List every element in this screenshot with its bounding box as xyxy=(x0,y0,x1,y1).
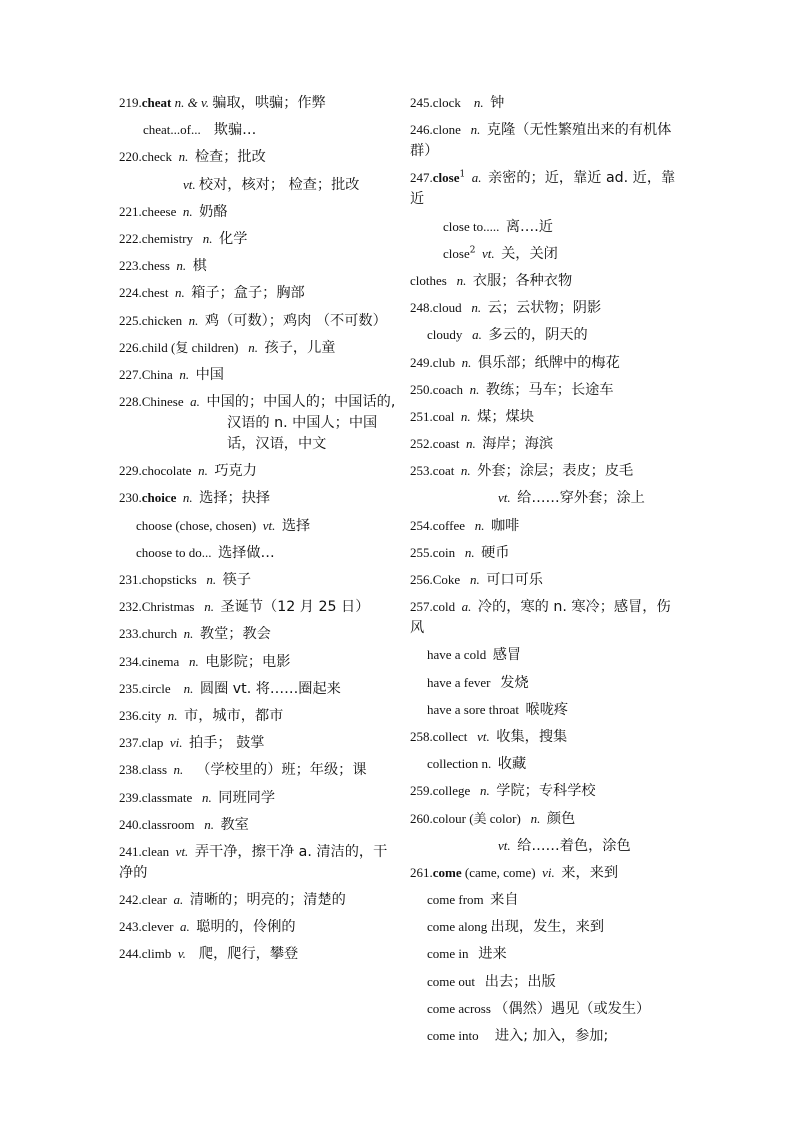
entry-part-of-speech: vi. xyxy=(163,735,190,751)
entry-definition: 多云的，阴天的 xyxy=(488,327,588,344)
vocab-entry xyxy=(119,461,397,482)
entry-definition: 选择 xyxy=(281,517,311,534)
entry-headword: 237.clap xyxy=(119,735,164,751)
entry-definition: 市，城市，都市 xyxy=(184,707,284,724)
entry-headword: come along xyxy=(427,919,488,935)
entry-headword-bold: come xyxy=(432,864,462,880)
entry-part-of-speech: n. xyxy=(461,300,488,316)
entry-headword: 251.coal xyxy=(410,408,455,424)
entry-definition: 聪明的，伶俐的 xyxy=(196,919,296,936)
vocab-entry xyxy=(410,863,682,884)
entry-sense-number: 2 xyxy=(469,245,476,256)
entry-definition: 教室 xyxy=(220,816,249,833)
entry-headword: 254.coffee xyxy=(410,517,465,533)
entry-definition: 鸡（可数）；鸡肉 （不可数） xyxy=(204,312,387,329)
vocab-entry xyxy=(410,700,682,721)
entry-headword: 235.circle xyxy=(119,680,171,696)
entry-headword: 253.coat xyxy=(410,463,455,479)
entry-definition: 给……穿外套；涂上 xyxy=(517,490,645,507)
entry-part-of-speech: n. xyxy=(168,285,192,301)
entry-headword-bold: choice xyxy=(141,490,177,506)
entry-definition: 出现，发生，来到 xyxy=(490,919,605,936)
vocab-entry xyxy=(119,392,397,455)
entry-definition: 孩子，儿童 xyxy=(264,339,336,356)
vocab-entry xyxy=(119,338,397,359)
right-column xyxy=(410,93,682,1053)
entry-headword: 244.climb xyxy=(119,946,172,962)
entry-part-of-speech: n. xyxy=(464,517,491,533)
entry-headword: 256.Coke xyxy=(410,572,461,587)
entry-part-of-speech: n. xyxy=(446,272,473,288)
vocab-entry xyxy=(410,809,682,830)
entry-part-of-speech: n. xyxy=(191,463,215,479)
entry-part-of-speech xyxy=(479,1028,495,1043)
entry-definition: 喉咙疼 xyxy=(525,701,569,718)
entry-headword: collection n. xyxy=(427,756,492,772)
vocab-entry xyxy=(410,380,682,401)
vocab-entry xyxy=(410,353,682,374)
vocab-entry xyxy=(119,120,397,141)
entry-headword: 224.chest xyxy=(119,285,169,301)
vocab-entry xyxy=(410,836,682,857)
entry-headword: cheat...of... xyxy=(143,122,201,138)
entry-definition: 感冒 xyxy=(492,647,522,664)
entry-part-of-speech: n. xyxy=(194,599,221,615)
vocab-entry xyxy=(410,407,682,428)
entry-definition: 亲密的；近，靠近 ad. 近，靠近 xyxy=(410,170,676,208)
entry-forms: (came, come) xyxy=(461,864,536,880)
entry-definition: 筷子 xyxy=(222,572,252,588)
entry-headword: 249.club xyxy=(410,354,456,370)
entry-part-of-speech: n. xyxy=(196,572,223,587)
entry-part-of-speech: vt. xyxy=(498,490,518,506)
entry-headword: 221.cheese xyxy=(119,203,177,219)
entry-part-of-speech: n. xyxy=(167,762,197,778)
entry-part-of-speech: n. xyxy=(470,783,497,799)
entry-headword: 260.colour (美 color) xyxy=(410,810,521,826)
vocab-entry xyxy=(119,917,397,938)
vocab-entry xyxy=(410,168,682,210)
entry-headword: 245.clock xyxy=(410,95,461,110)
entry-definition: 钟 xyxy=(490,95,505,111)
entry-headword: 236.city xyxy=(119,707,162,723)
vocab-entry xyxy=(410,1026,682,1047)
entry-headword: choose to do... xyxy=(136,544,212,560)
entry-part-of-speech: a. xyxy=(167,892,190,908)
vocab-entry xyxy=(410,781,682,802)
entry-definition: 煤；煤块 xyxy=(477,408,534,425)
vocab-entry xyxy=(119,788,397,809)
entry-part-of-speech: n. xyxy=(463,381,486,397)
entry-definition: 欺骗… xyxy=(213,122,257,139)
entry-headword: 258.collect xyxy=(410,728,468,744)
entry-part-of-speech: n. xyxy=(238,339,265,355)
entry-part-of-speech: n. xyxy=(460,122,487,138)
entry-definition: 选择做… xyxy=(217,544,275,561)
entry-definition: 电影院；电影 xyxy=(205,653,291,670)
entry-definition: 硬币 xyxy=(481,544,510,561)
entry-part-of-speech xyxy=(475,974,485,989)
entry-definition: 弄干净，擦干净 a. 清洁的，干净的 xyxy=(119,843,388,881)
entry-headword: come into xyxy=(427,1028,479,1043)
entry-definition: 海岸；海滨 xyxy=(482,436,554,453)
vocab-entry xyxy=(410,570,682,591)
entry-part-of-speech: vt. xyxy=(475,245,502,261)
vocab-entry xyxy=(410,890,682,911)
entry-headword: close to..... xyxy=(443,218,500,234)
vocab-entry xyxy=(119,283,397,304)
entry-definition: 中国的；中国人的；中国话的,汉语的 n. 中国人；中国话，汉语，中文 xyxy=(206,394,396,453)
entry-headword: 219. xyxy=(119,95,142,110)
entry-headword: 255.coin xyxy=(410,544,456,560)
vocab-entry xyxy=(410,244,682,265)
entry-headword: 239.classmate xyxy=(119,789,193,805)
entry-headword: 225.chicken xyxy=(119,312,183,328)
vocab-entry xyxy=(410,93,682,114)
entry-part-of-speech: n. xyxy=(455,544,482,560)
vocab-entry xyxy=(119,733,397,754)
entry-definition: 关，关闭 xyxy=(501,245,558,262)
vocab-entry xyxy=(410,543,682,564)
entry-headword: 257.cold xyxy=(410,599,456,615)
entry-definition: 收集，搜集 xyxy=(496,728,568,745)
entry-headword: clothes xyxy=(410,272,447,288)
vocab-entry xyxy=(119,890,397,911)
entry-part-of-speech: n. xyxy=(454,408,478,424)
vocab-entry xyxy=(410,999,682,1020)
vocab-entry xyxy=(410,972,682,993)
vocab-entry xyxy=(410,754,682,775)
entry-headword: 234.cinema xyxy=(119,653,180,669)
entry-headword: come in xyxy=(427,946,469,962)
entry-headword: 232.Christmas xyxy=(119,599,195,615)
vocab-entry xyxy=(119,202,397,223)
entry-headword: have a sore throat xyxy=(427,701,520,717)
vocab-entry xyxy=(119,624,397,645)
left-column xyxy=(119,93,397,972)
entry-definition: 咖啡 xyxy=(490,517,520,534)
entry-part-of-speech: n. xyxy=(460,95,491,110)
vocab-entry xyxy=(410,645,682,666)
vocab-entry xyxy=(119,652,397,673)
entry-headword: 223.chess xyxy=(119,258,170,274)
entry-definition: 俱乐部；纸牌中的梅花 xyxy=(477,354,620,371)
entry-definition: 外套；涂层；表皮；皮毛 xyxy=(477,463,634,480)
vocab-entry xyxy=(119,597,397,618)
vocab-entry xyxy=(410,325,682,346)
entry-headword: 242.clear xyxy=(119,892,168,908)
vocab-entry xyxy=(119,706,397,727)
vocab-entry xyxy=(410,271,682,292)
entry-part-of-speech: n. xyxy=(170,680,200,696)
entry-part-of-speech: n. xyxy=(192,789,219,805)
vocab-entry xyxy=(410,673,682,694)
entry-headword: 238.class xyxy=(119,762,168,778)
entry-part-of-speech: n. xyxy=(179,653,206,669)
entry-part-of-speech: a. xyxy=(465,170,488,186)
vocab-entry xyxy=(410,434,682,455)
entry-headword: 230. xyxy=(119,490,142,506)
entry-headword: 222.chemistry xyxy=(119,230,194,246)
entry-definition: 教堂；教会 xyxy=(199,626,271,643)
entry-part-of-speech: a. xyxy=(462,327,489,343)
entry-headword: have a fever xyxy=(427,674,491,690)
entry-part-of-speech xyxy=(201,122,214,137)
entry-definition: 拍手； 鼓掌 xyxy=(189,735,265,752)
vocab-entry xyxy=(119,679,397,700)
entry-headword: cloudy xyxy=(427,327,463,343)
entry-definition: （偶然）遇见（或发生） xyxy=(494,1000,651,1017)
vocab-entry xyxy=(410,516,682,537)
entry-definition: 圣诞节（12 月 25 日） xyxy=(220,599,370,616)
entry-headword: have a cold xyxy=(427,647,487,663)
vocab-entry xyxy=(119,175,397,196)
entry-definition: 巧克力 xyxy=(214,463,257,480)
entry-definition: 清晰的；明亮的；清楚的 xyxy=(189,892,346,909)
entry-definition: 学院；专科学校 xyxy=(496,783,596,800)
vocab-entry xyxy=(119,147,397,168)
vocab-entry xyxy=(410,488,682,509)
vocab-entry xyxy=(410,461,682,482)
entry-definition: （学校里的）班；年级；课 xyxy=(196,762,367,779)
entry-definition: 收藏 xyxy=(497,756,527,773)
entry-part-of-speech: vt. xyxy=(256,517,282,533)
entry-headword: 261. xyxy=(410,864,433,880)
entry-definition: 云；云状物；阴影 xyxy=(487,300,602,317)
entry-definition: 冷的，寒的 n. 寒冷；感冒，伤风 xyxy=(410,599,671,637)
vocab-entry xyxy=(119,93,397,114)
vocab-entry xyxy=(119,842,397,884)
entry-definition: 来自 xyxy=(490,892,519,909)
vocab-entry xyxy=(410,944,682,965)
entry-definition: 中国 xyxy=(195,366,224,383)
entry-headword: come from xyxy=(427,892,484,908)
entry-headword: 226.child (复 children) xyxy=(119,339,239,355)
entry-headword: 241.clean xyxy=(119,843,170,859)
entry-headword: 229.chocolate xyxy=(119,463,192,479)
entry-part-of-speech: vi. xyxy=(535,864,562,880)
entry-headword-bold: cheat xyxy=(141,95,172,110)
entry-definition: 可口可乐 xyxy=(486,572,543,588)
entry-part-of-speech: n. xyxy=(172,149,195,165)
entry-headword: 246.clone xyxy=(410,122,461,138)
entry-headword: 259.college xyxy=(410,783,471,799)
entry-part-of-speech: n. xyxy=(182,312,205,328)
entry-headword: 231.chopsticks xyxy=(119,572,197,587)
vocab-entry xyxy=(119,256,397,277)
entry-part-of-speech: n. & v. xyxy=(171,95,213,110)
entry-part-of-speech: vt. xyxy=(169,843,195,859)
entry-part-of-speech: n. xyxy=(454,463,478,479)
entry-headword: 252.coast xyxy=(410,436,460,452)
entry-headword: close xyxy=(443,245,470,261)
vocab-entry xyxy=(119,760,397,781)
vocab-entry xyxy=(410,727,682,748)
entry-part-of-speech: n. xyxy=(172,366,196,382)
entry-part-of-speech: n. xyxy=(455,354,478,370)
entry-part-of-speech: v. xyxy=(171,946,199,962)
entry-part-of-speech xyxy=(491,675,501,690)
entry-definition: 棋 xyxy=(192,258,207,275)
entry-part-of-speech: n. xyxy=(161,707,184,723)
entry-headword: choose (chose, chosen) xyxy=(136,517,257,533)
entry-definition: 同班同学 xyxy=(218,789,276,806)
vocab-entry xyxy=(119,488,397,509)
entry-definition: 化学 xyxy=(219,230,248,247)
entry-part-of-speech: n. xyxy=(193,230,220,246)
vocab-entry xyxy=(410,298,682,319)
entry-definition: 进入; 加入，参加; xyxy=(494,1028,609,1044)
entry-sense-number: 1 xyxy=(459,169,466,180)
vocab-entry xyxy=(410,597,682,639)
entry-definition: 发烧 xyxy=(500,674,529,691)
entry-part-of-speech: n. xyxy=(194,816,221,832)
vocab-entry xyxy=(410,917,682,938)
entry-part-of-speech: a. xyxy=(173,919,197,935)
entry-part-of-speech: n. xyxy=(460,572,487,587)
entry-definition: 颜色 xyxy=(546,810,576,827)
entry-headword: 240.classroom xyxy=(119,816,195,832)
entry-headword: 243.clever xyxy=(119,919,174,935)
entry-definition: 骗取，哄骗；作弊 xyxy=(212,95,326,111)
entry-definition: 校对，核对； 检查；批改 xyxy=(198,176,360,193)
entry-definition: 选择；抉择 xyxy=(199,490,271,507)
entry-definition: 进来 xyxy=(478,946,507,963)
entry-definition: 克隆（无性繁殖出来的有机体群） xyxy=(410,122,672,160)
entry-part-of-speech: n. xyxy=(177,626,200,642)
entry-definition: 箱子；盒子；胸部 xyxy=(191,285,305,302)
entry-headword: 220.check xyxy=(119,149,173,165)
entry-part-of-speech: vt. xyxy=(498,837,518,853)
entry-part-of-speech: n. xyxy=(169,258,193,274)
entry-headword: 233.church xyxy=(119,626,178,642)
entry-part-of-speech: n. xyxy=(459,436,483,452)
vocab-entry xyxy=(119,365,397,386)
entry-definition: 出去；出版 xyxy=(484,973,556,990)
entry-headword: 227.China xyxy=(119,366,173,382)
entry-part-of-speech: vt. xyxy=(467,728,497,744)
entry-definition: 圆圈 vt. 将……圈起来 xyxy=(199,680,341,697)
vocab-entry xyxy=(119,516,397,537)
entry-part-of-speech: n. xyxy=(176,490,200,506)
vocab-entry xyxy=(119,229,397,250)
vocab-entry xyxy=(410,217,682,238)
vocab-entry xyxy=(410,120,682,162)
vocab-entry xyxy=(119,311,397,332)
entry-definition: 来，来到 xyxy=(561,864,619,881)
entry-definition: 给……着色，涂色 xyxy=(517,837,631,854)
entry-part-of-speech: a. xyxy=(183,394,207,410)
entry-part-of-speech: n. xyxy=(520,810,547,826)
entry-part-of-speech: vt. xyxy=(183,176,199,192)
entry-headword: come out xyxy=(427,973,476,989)
entry-definition: 奶酪 xyxy=(199,203,228,220)
vocab-entry xyxy=(119,944,397,965)
vocab-entry xyxy=(119,815,397,836)
vocab-entry xyxy=(119,543,397,564)
entry-definition: 教练；马车；长途车 xyxy=(485,381,614,398)
entry-definition: 检查；批改 xyxy=(194,149,266,166)
entry-headword: 247. xyxy=(410,170,433,186)
entry-headword: 228.Chinese xyxy=(119,394,184,410)
entry-definition: 爬，爬行，攀登 xyxy=(198,946,299,963)
entry-part-of-speech xyxy=(469,946,479,961)
entry-headword: 250.coach xyxy=(410,381,464,397)
entry-definition: 衣服；各种衣物 xyxy=(472,272,573,289)
entry-headword: come across xyxy=(427,1000,491,1016)
entry-definition: 离….近 xyxy=(505,218,553,235)
vocab-entry xyxy=(119,570,397,591)
entry-part-of-speech: a. xyxy=(455,599,478,615)
entry-headword-bold: close xyxy=(432,170,460,186)
entry-part-of-speech: n. xyxy=(176,203,200,219)
entry-headword: 248.cloud xyxy=(410,300,462,316)
